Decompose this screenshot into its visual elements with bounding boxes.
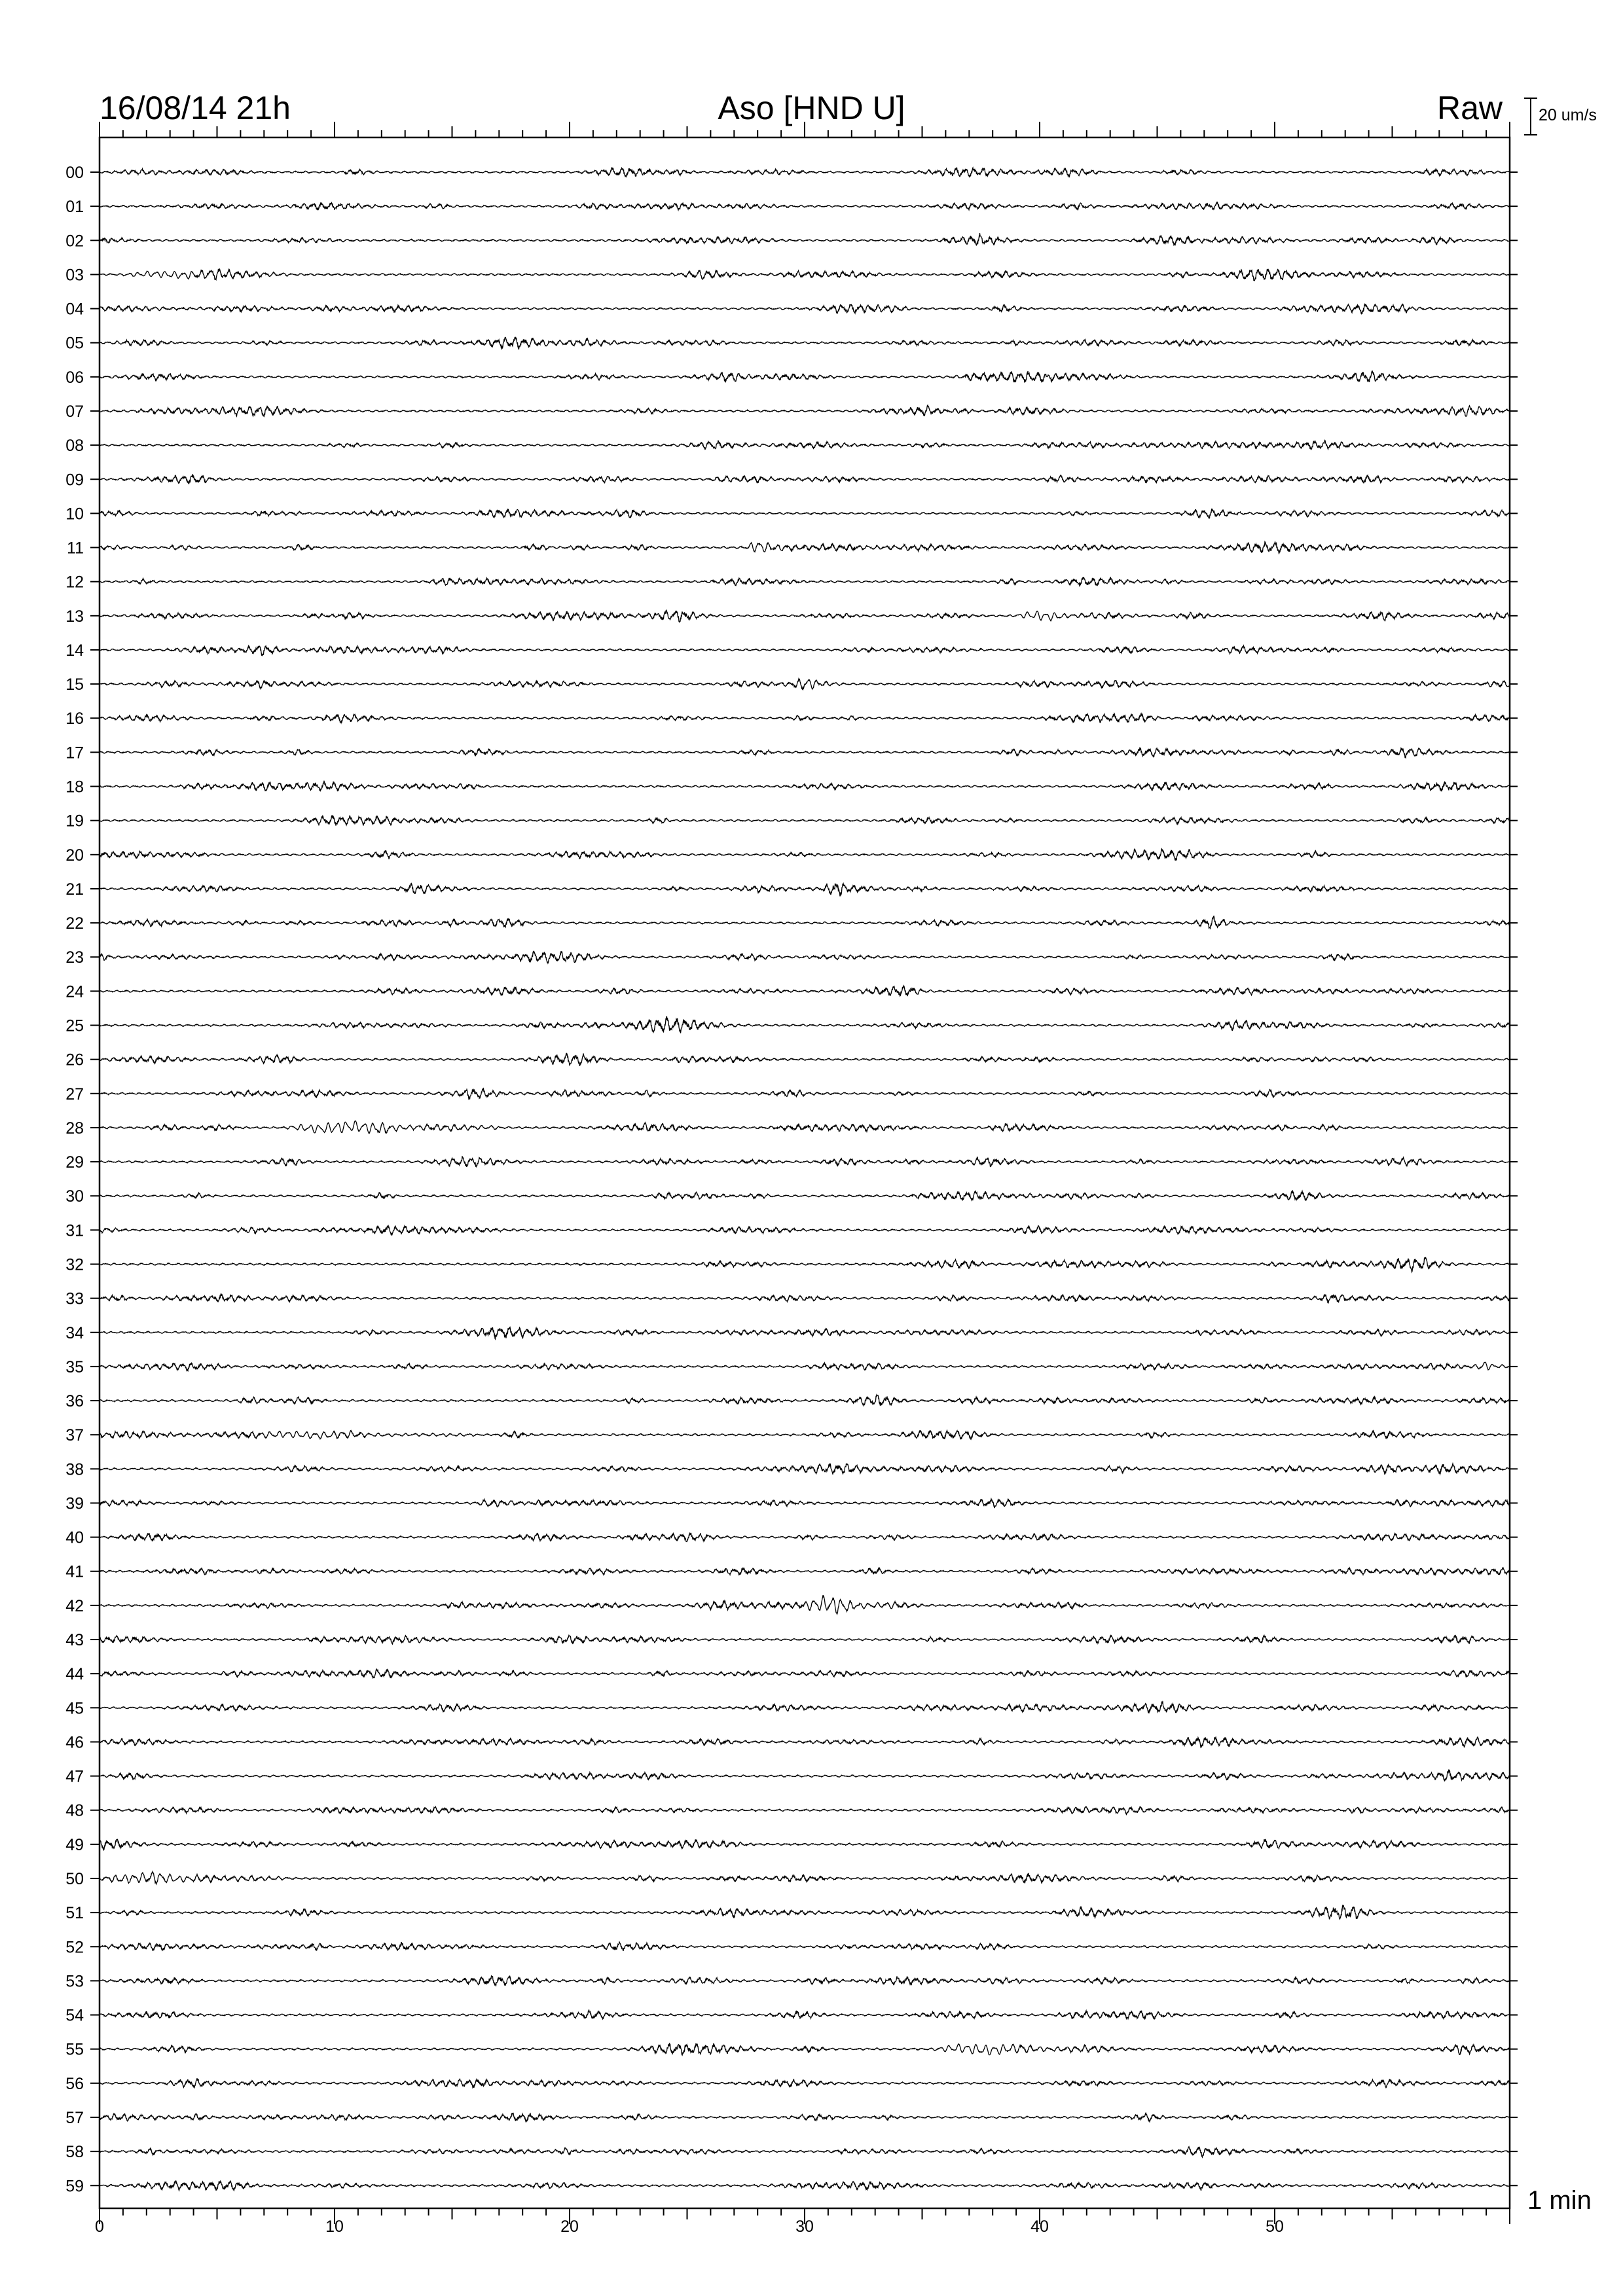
trace-12 [100, 577, 1510, 586]
row-label-48: 48 [65, 1801, 84, 1820]
row-label-31: 31 [65, 1221, 84, 1240]
trace-59 [100, 2181, 1510, 2191]
trace-39 [100, 1499, 1510, 1508]
trace-44 [100, 1669, 1510, 1678]
row-label-23: 23 [65, 948, 84, 967]
row-label-26: 26 [65, 1050, 84, 1069]
traces [90, 168, 1518, 2191]
row-label-02: 02 [65, 232, 84, 251]
row-label-21: 21 [65, 880, 84, 899]
amplitude-scale-label: 20 um/s [1539, 106, 1597, 124]
row-label-53: 53 [65, 1972, 84, 1991]
station-channel-title: Aso [HND U] [718, 90, 905, 126]
trace-54 [100, 2010, 1510, 2020]
row-label-10: 10 [65, 505, 84, 524]
row-label-41: 41 [65, 1562, 84, 1581]
row-label-12: 12 [65, 573, 84, 592]
trace-48 [100, 1806, 1510, 1814]
row-label-30: 30 [65, 1187, 84, 1206]
row-label-17: 17 [65, 744, 84, 762]
row-label-01: 01 [65, 198, 84, 217]
row-label-51: 51 [65, 1904, 84, 1923]
row-label-34: 34 [65, 1323, 84, 1342]
row-label-04: 04 [65, 300, 84, 319]
trace-46 [100, 1737, 1510, 1748]
trace-52 [100, 1942, 1510, 1951]
trace-03 [100, 269, 1510, 281]
trace-00 [100, 168, 1510, 177]
trace-28 [100, 1121, 1510, 1134]
row-label-36: 36 [65, 1392, 84, 1411]
row-label-56: 56 [65, 2074, 84, 2093]
trace-24 [100, 986, 1510, 996]
row-label-35: 35 [65, 1357, 84, 1376]
trace-25 [100, 1016, 1510, 1033]
trace-47 [100, 1770, 1510, 1782]
row-label-24: 24 [65, 982, 84, 1001]
row-label-42: 42 [65, 1596, 84, 1615]
trace-15 [100, 679, 1510, 689]
trace-32 [100, 1257, 1510, 1272]
row-label-20: 20 [65, 846, 84, 865]
row-label-22: 22 [65, 914, 84, 933]
trace-22 [100, 916, 1510, 929]
row-label-08: 08 [65, 437, 84, 456]
trace-43 [100, 1635, 1510, 1644]
row-label-19: 19 [65, 812, 84, 831]
trace-45 [100, 1702, 1510, 1713]
trace-30 [100, 1191, 1510, 1201]
x-tick-label-30: 30 [795, 2217, 814, 2236]
trace-40 [100, 1533, 1510, 1542]
row-label-25: 25 [65, 1016, 84, 1035]
trace-19 [100, 816, 1510, 825]
x-tick-label-50: 50 [1266, 2217, 1284, 2236]
amplitude-scale-bar [1524, 98, 1537, 135]
row-label-09: 09 [65, 471, 84, 490]
x-tick-label-20: 20 [560, 2217, 579, 2236]
trace-34 [100, 1327, 1510, 1339]
row-label-15: 15 [65, 675, 84, 694]
trace-37 [100, 1430, 1510, 1439]
trace-27 [100, 1088, 1510, 1099]
row-label-57: 57 [65, 2108, 84, 2127]
trace-07 [100, 405, 1510, 416]
row-label-06: 06 [65, 368, 84, 387]
row-label-50: 50 [65, 1870, 84, 1888]
trace-35 [100, 1362, 1510, 1371]
trace-14 [100, 646, 1510, 656]
trace-10 [100, 509, 1510, 518]
trace-26 [100, 1053, 1510, 1066]
row-label-00: 00 [65, 164, 84, 182]
trace-17 [100, 747, 1510, 757]
trace-38 [100, 1463, 1510, 1475]
trace-29 [100, 1157, 1510, 1167]
trace-13 [100, 610, 1510, 622]
trace-21 [100, 884, 1510, 897]
row-label-29: 29 [65, 1153, 84, 1172]
trace-16 [100, 713, 1510, 723]
x-axis-unit-label: 1 min [1527, 2186, 1592, 2215]
row-label-16: 16 [65, 709, 84, 728]
row-label-18: 18 [65, 778, 84, 797]
row-label-46: 46 [65, 1733, 84, 1752]
row-label-40: 40 [65, 1528, 84, 1547]
row-label-39: 39 [65, 1494, 84, 1513]
row-label-55: 55 [65, 2040, 84, 2059]
trace-11 [100, 542, 1510, 554]
row-label-32: 32 [65, 1255, 84, 1274]
row-label-05: 05 [65, 334, 84, 353]
time-ticks [100, 122, 1510, 2224]
trace-33 [100, 1294, 1510, 1302]
trace-51 [100, 1905, 1510, 1920]
row-label-14: 14 [65, 641, 84, 660]
trace-04 [100, 304, 1510, 314]
row-label-52: 52 [65, 1938, 84, 1957]
trace-23 [100, 951, 1510, 963]
row-label-45: 45 [65, 1699, 84, 1718]
row-label-33: 33 [65, 1289, 84, 1308]
row-label-44: 44 [65, 1665, 84, 1684]
trace-41 [100, 1568, 1510, 1575]
trace-06 [100, 370, 1510, 382]
trace-18 [100, 781, 1510, 792]
row-label-49: 49 [65, 1835, 84, 1854]
row-label-13: 13 [65, 607, 84, 626]
record-datetime: 16/08/14 21h [100, 90, 291, 126]
x-tick-label-10: 10 [325, 2217, 344, 2236]
row-label-37: 37 [65, 1426, 84, 1445]
trace-36 [100, 1395, 1510, 1406]
trace-53 [100, 1976, 1510, 1986]
row-label-43: 43 [65, 1631, 84, 1650]
row-label-07: 07 [65, 402, 84, 421]
plot-frame [100, 137, 1510, 2208]
trace-57 [100, 2113, 1510, 2122]
x-tick-label-40: 40 [1030, 2217, 1049, 2236]
row-label-28: 28 [65, 1119, 84, 1138]
trace-02 [100, 233, 1510, 245]
trace-20 [100, 849, 1510, 861]
trace-55 [100, 2043, 1510, 2055]
row-label-54: 54 [65, 2006, 84, 2025]
x-tick-label-0: 0 [95, 2217, 104, 2236]
trace-50 [100, 1872, 1510, 1884]
row-label-47: 47 [65, 1767, 84, 1786]
trace-08 [100, 440, 1510, 450]
filter-mode-label: Raw [1436, 90, 1503, 126]
trace-05 [100, 337, 1510, 350]
trace-42 [100, 1596, 1510, 1615]
row-label-59: 59 [65, 2177, 84, 2196]
row-label-11: 11 [67, 539, 84, 558]
trace-09 [100, 474, 1510, 484]
row-label-58: 58 [65, 2143, 84, 2162]
trace-01 [100, 202, 1510, 210]
trace-56 [100, 2078, 1510, 2087]
trace-58 [100, 2147, 1510, 2157]
trace-49 [100, 1839, 1510, 1850]
row-label-27: 27 [65, 1085, 84, 1103]
row-label-03: 03 [65, 266, 84, 285]
row-label-38: 38 [65, 1460, 84, 1479]
trace-31 [100, 1226, 1510, 1236]
